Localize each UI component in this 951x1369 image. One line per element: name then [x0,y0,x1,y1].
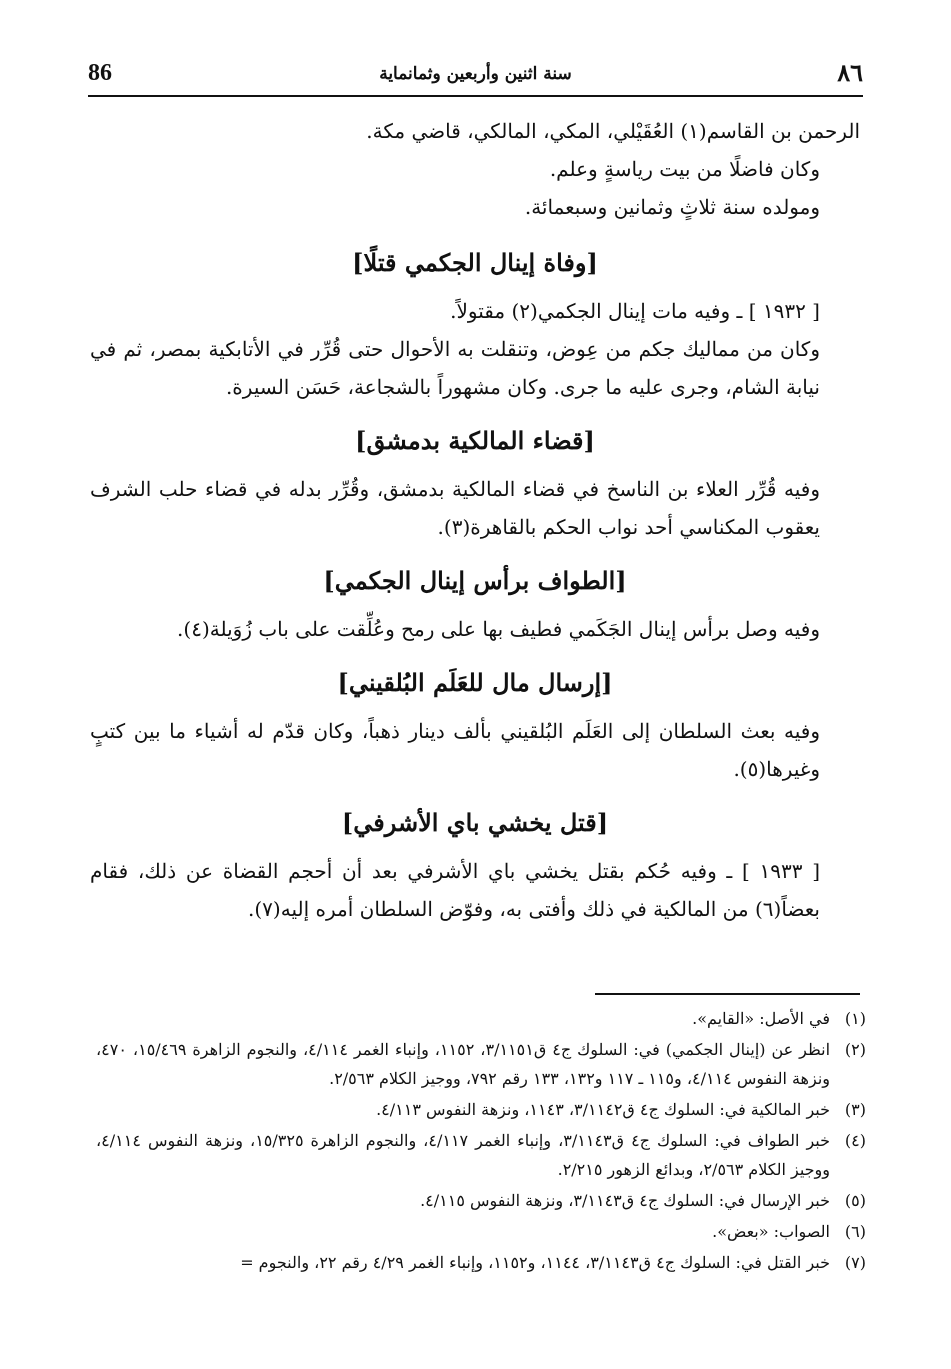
footnote-number: (٦) [844,1222,866,1241]
footnote-text: الصواب: «بعض». [712,1222,830,1241]
entry-paragraph: [ ١٩٣٣ ] ـ وفيه حُكم بقتل يخشي باي الأشرفي بعد أن أحجم القضاة عن ذلك، فقام بعضاً(٦) من المالكية في ذلك وأفتى به، وفوّض السلطان أمره إليه(٧). [90,859,820,921]
footnotes [96,1004,866,1279]
footnote-text: خبر الإرسال في: السلوك ج٤ ق٣/١١٤٣، ونزهة النفوس ٤/١١٥. [420,1191,830,1210]
section-heading: [قتل يخشي باي الأشرفي] [341,808,609,837]
page-header [88,58,863,94]
page-number-arabic: ٨٦ [837,58,863,87]
section-heading: [وفاة إينال الجكمي قتلًا] [352,248,598,277]
section-heading: [الطواف برأس إينال الجكمي] [323,566,627,595]
footnote-number: (١) [844,1009,866,1028]
header-rule [88,95,863,97]
paragraph: وفيه قُرِّر العلاء بن الناسخ في قضاء المالكية بدمشق، وقُرِّر بدله في قضاء حلب الشرف يعقوب المكناسي أحد نواب الحكم بالقاهرة(٣). [90,477,820,539]
footnote [96,1004,866,1033]
paragraph: وفيه بعث السلطان إلى العَلَم البُلقيني بألف دينار ذهباً، وكان قدّم له أشياء ما بين كتبٍ وغيرها(٥). [90,719,820,781]
footnote [96,1217,866,1246]
paragraph: ومولده سنة ثلاثٍ وثمانين وسبعمائة. [524,195,820,219]
footnote-number: (٧) [844,1253,866,1272]
footnote-text: خبر القتل في: السلوك ج٤ ق٣/١١٤٣، ١١٤٤، و١١٥٢، وإنباء الغمر ٤/٢٩ رقم ٢٢، والنجوم = [240,1253,830,1272]
paragraph: الرحمن بن القاسم(١) العُقَيْلي، المكي، المالكي، قاضي مكة. [366,119,860,143]
main-text [90,112,860,928]
entry-paragraph: [ ١٩٣٢ ] ـ وفيه مات إينال الجكمي(٢) مقتولاً. [450,299,820,323]
footnote-number: (٤) [844,1131,866,1150]
footnote [96,1095,866,1124]
footnote-number: (٢) [844,1040,866,1059]
paragraph: وفيه وصل برأس إينال الجَكَمي فطيف بها على رمح وعُلِّقت على باب زُوَيلة(٤). [177,617,820,641]
paragraph: وكان فاضلًا من بيت رياسةٍ وعلم. [549,157,820,181]
footnote-number: (٥) [844,1191,866,1210]
page-number-latin: 86 [88,60,112,86]
footnote [96,1035,866,1093]
footnote-text: في الأصل: «القايم». [692,1009,830,1028]
paragraph: وكان من مماليك جكم من عِوض، وتنقلت به الأحوال حتى قُرِّر في الأتابكية بمصر، ثم في نيابة الشام، وجرى عليه ما جرى. وكان مشهوراً بالشجاعة، حَسَن السيرة. [90,337,820,399]
section-heading: [إرسال مال للعَلَم البُلقيني] [337,668,613,697]
footnote-text: خبر الطواف في: السلوك ج٤ ق٣/١١٤٣، وإنباء الغمر ٤/١١٧، والنجوم الزاهرة ١٥/٣٢٥، ونزهة النفوس ٤/١١٤، ووجيز الكلام ٢/٥٦٣، وبدائع الزهور ٢/٢١٥. [96,1131,831,1179]
footnote-text: انظر عن (إينال الجكمي) في: السلوك ج٤ ق٣/١١٥١، ١١٥٢، وإنباء الغمر ٤/١١٤، والنجوم الزاهرة ١٥/٤٦٩، ٤٧٠، ونزهة النفوس ٤/١١٤، و١١٥ ـ ١١٧ و١٣٢، ١٣٣ رقم ٧٩٢، ووجيز الكلام ٢/٥٦٣. [96,1040,831,1088]
footnote [96,1126,866,1184]
footnote [96,1248,866,1277]
running-title: سنة اثنين وأربعين وثمانماية [379,64,572,84]
footnote-separator [595,993,860,995]
footnote-text: خبر المالكية في: السلوك ج٤ ق٣/١١٤٢، ١١٤٣، ونزهة النفوس ٤/١١٣. [376,1100,830,1119]
section-heading: [قضاء المالكية بدمشق] [355,426,595,455]
footnote-number: (٣) [844,1100,866,1119]
footnote [96,1186,866,1215]
